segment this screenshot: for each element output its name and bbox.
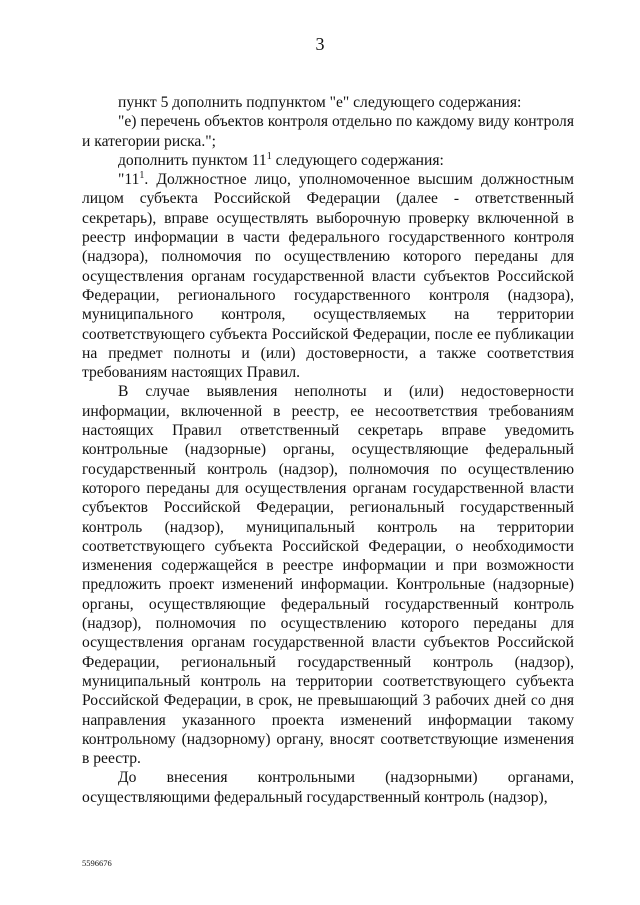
superscript: 1 — [139, 170, 145, 181]
paragraph-text: "11 — [118, 171, 140, 189]
paragraph-amend-point-5: пункт 5 дополнить подпунктом "е" следующего содержания: — [118, 94, 522, 111]
paragraph-point-11-1-text — [82, 170, 574, 382]
paragraph-text: . Должностное лицо, уполномоченное высшим должностным лицом субъекта Российской Федерации (далее - ответственный секретарь), вправе осуществлять выборочную проверку включенной в реестр информации в части федерального государственного контроля (надзора), полномочия по осуществлению которого переданы для осуществления органам государственной власти субъектов Российской Федерации, регионального государственного контроля (надзора), муниципального контроля, осуществляемых на территории соответствующего субъекта Российской Федерации, после ее публикации на предмет полноты и (или) достоверности, а также соответствия требованиям настоящих Правил. — [82, 171, 574, 382]
paragraph-add-point-11-1 — [82, 151, 574, 170]
paragraph-subpoint-e: "е) перечень объектов контроля отдельно по каждому виду контроля и категории риска."; — [82, 113, 574, 150]
page-number: 3 — [315, 34, 325, 54]
paragraph-before-changes: До внесения контрольными (надзорными) органами, осуществляющими федеральный государственный контроль (надзор), — [82, 769, 574, 806]
paragraph-incompleteness-case: В случае выявления неполноты и (или) недостоверности информации, включенной в реестр, ее несоответствия требованиям настоящих Правил ответственный секретарь вправе уведомить контрольные (надзорные) органы, осуществляющие федеральный государственный контроль (надзор), полномочия по осуществлению которого переданы для осуществления органам государственной власти субъектов Российской Федерации, региональный государственный контроль (надзор), муниципальный контроль на территории соответствующего субъекта Российской Федерации, о необходимости изменения содержащейся в реестре информации и при возможности предложить проект изменений информации. Контрольные (надзорные) органы, осуществляющие федеральный государственный контроль (надзор), полномочия по осуществлению которого переданы для осуществления органам государственной власти субъектов Российской Федерации, региональный государственный контроль (надзор), муниципальный контроль на территории соответствующего субъекта Российской Федерации, в срок, не превышающий 3 рабочих дней со дня направления указанного проекта изменений информации такому контрольному (надзорному) органу, вносят соответствующие изменения в реестр. — [82, 383, 574, 768]
document-footer-code: 5596676 — [82, 858, 112, 868]
document-body — [82, 93, 574, 807]
superscript: 1 — [266, 150, 272, 162]
paragraph-text: дополнить пунктом 11 — [118, 151, 267, 169]
paragraph-text: следующего содержания: — [271, 151, 444, 169]
